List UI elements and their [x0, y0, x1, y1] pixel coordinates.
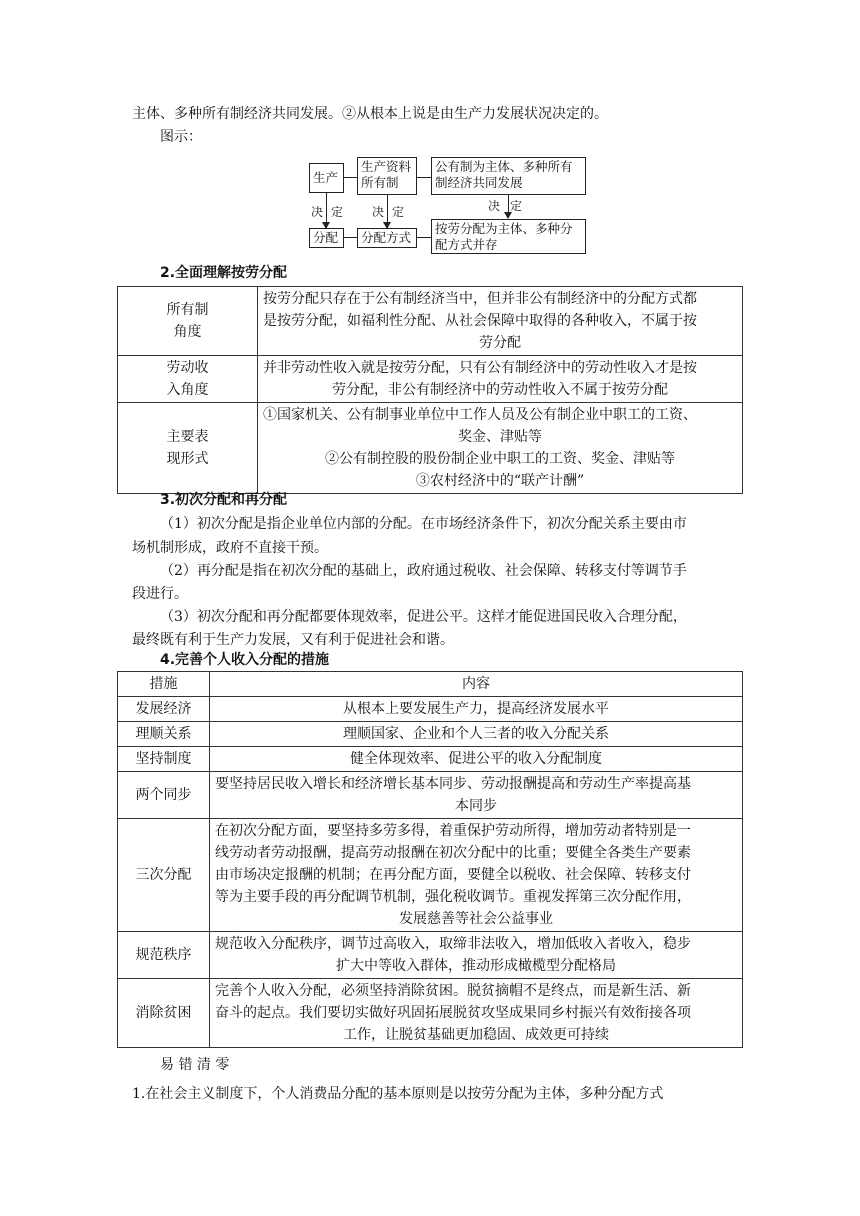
means-line-1: 生产资料 [361, 159, 412, 174]
table-row [118, 287, 743, 356]
row-content [210, 932, 743, 979]
label-line: 现形式 [166, 451, 209, 467]
row-content: 理顺国家、企业和个人三者的收入分配关系 [210, 722, 743, 747]
content-line: 线劳动者劳动报酬，提高劳动报酬在初次分配中的比重；要健全各类生产要素 [215, 845, 691, 861]
row-name: 消除贫困 [118, 979, 210, 1048]
content-line: 并非劳动性收入就是按劳分配，只有公有制经济中的劳动性收入才是按 [263, 360, 697, 376]
table-row [118, 932, 743, 979]
row-content [258, 356, 743, 403]
header-measure: 措施 [118, 672, 210, 697]
row-name: 发展经济 [118, 697, 210, 722]
section3-p2-line2: 段进行。 [132, 586, 188, 602]
decide-label-2a: 决 [372, 205, 385, 219]
section2-table [117, 286, 743, 494]
decide-label-3b: 定 [510, 199, 523, 213]
ownership-line-1: 公有制为主体、多种所有 [435, 159, 573, 174]
table-row [118, 979, 743, 1048]
table-row [118, 356, 743, 403]
box-means-of-production [357, 157, 417, 195]
means-line-2: 所有制 [361, 175, 399, 190]
section3-p1-line1: （1）初次分配是指企业单位内部的分配。在市场经济条件下，初次分配关系主要由市 [160, 516, 687, 532]
row-label [118, 287, 258, 356]
section4-table [117, 671, 743, 1048]
box-production: 生产 [309, 163, 344, 193]
content-line: 奖金、津贴等 [458, 429, 542, 445]
row-label [118, 403, 258, 494]
content-line: 本同步 [455, 798, 497, 814]
row-name: 三次分配 [118, 819, 210, 932]
content-line: ③农村经济中的“联产计酬” [415, 473, 585, 489]
header-content: 内容 [210, 672, 743, 697]
row-label [118, 356, 258, 403]
table-header-row [118, 672, 743, 697]
row-content [258, 287, 743, 356]
content-line: 劳分配 [479, 335, 521, 351]
content-line: 奋斗的起点。我们要切实做好巩固拓展脱贫攻坚成果同乡村振兴有效衔接各项 [215, 1005, 691, 1021]
intro-line-1: 主体、多种所有制经济共同发展。②从根本上说是由生产力发展状况决定的。 [132, 106, 608, 122]
row-content: 健全体现效率、促进公平的收入分配制度 [210, 747, 743, 772]
row-content [210, 819, 743, 932]
row-name: 规范秩序 [118, 932, 210, 979]
section3-p1-line2: 场机制形成，政府不直接干预。 [132, 540, 328, 556]
row-content [258, 403, 743, 494]
labor-line-2: 配方式并存 [435, 237, 498, 252]
box-labor-distribution [431, 219, 586, 254]
content-line: 扩大中等收入群体，推动形成橄榄型分配格局 [336, 958, 616, 974]
table-row [118, 697, 743, 722]
content-line: 要坚持居民收入增长和经济增长基本同步、劳动报酬提高和劳动生产率提高基 [215, 776, 691, 792]
ownership-line-2: 制经济共同发展 [435, 175, 523, 190]
decide-label-1b: 定 [331, 205, 344, 219]
row-content [210, 772, 743, 819]
content-line: ①国家机关、公有制事业单位中工作人员及公有制企业中职工的工资、 [263, 407, 697, 423]
table-row [118, 403, 743, 494]
label-line: 入角度 [166, 382, 209, 398]
table-row [118, 722, 743, 747]
label-line: 劳动收 [166, 360, 209, 376]
content-line: 规范收入分配秩序，调节过高收入，取缔非法收入，增加低收入者收入，稳步 [215, 936, 691, 952]
row-content: 从根本上要发展生产力，提高经济发展水平 [210, 697, 743, 722]
section4-heading: 4.完善个人收入分配的措施 [160, 652, 330, 668]
label-line: 所有制 [166, 302, 209, 318]
content-line: 是按劳分配，如福利性分配、从社会保障中取得的各种收入，不属于按 [263, 313, 697, 329]
label-line: 角度 [173, 324, 202, 340]
decide-label-3a: 决 [488, 199, 501, 213]
row-name: 坚持制度 [118, 747, 210, 772]
section3-p3-line1: （3）初次分配和再分配都要体现效率，促进公平。这样才能促进国民收入合理分配， [160, 609, 687, 625]
content-line: 完善个人收入分配，必须坚持消除贫困。脱贫摘帽不是终点，而是新生活、新 [215, 983, 691, 999]
content-line: 按劳分配只存在于公有制经济当中，但并非公有制经济中的分配方式都 [263, 291, 697, 307]
section2-heading: 2.全面理解按劳分配 [160, 265, 288, 281]
label-line: 主要表 [166, 429, 209, 445]
diagram-caption: 图示： [160, 129, 202, 145]
decide-label-1a: 决 [311, 205, 324, 219]
errors-line-1: 1.在社会主义制度下，个人消费品分配的基本原则是以按劳分配为主体，多种分配方式 [132, 1086, 664, 1102]
table-row [118, 819, 743, 932]
content-line: 工作，让脱贫基础更加稳固、成效更可持续 [343, 1027, 609, 1043]
row-name: 两个同步 [118, 772, 210, 819]
content-line: 劳分配，非公有制经济中的劳动性收入不属于按劳分配 [332, 382, 668, 398]
box-ownership-structure [431, 157, 586, 195]
decide-label-2b: 定 [392, 205, 405, 219]
table-row [118, 772, 743, 819]
content-line: 发展慈善等社会公益事业 [399, 911, 553, 927]
content-line: ②公有制控股的股份制企业中职工的工资、奖金、津贴等 [325, 451, 675, 467]
errors-heading: 易 错 清 零 [160, 1057, 230, 1073]
content-line: 在初次分配方面，要坚持多劳多得，着重保护劳动所得，增加劳动者特别是一 [215, 823, 691, 839]
row-content [210, 979, 743, 1048]
row-name: 理顺关系 [118, 722, 210, 747]
box-distribution: 分配 [309, 228, 344, 248]
content-line: 等为主要手段的再分配调节机制，强化税收调节。重视发挥第三次分配作用， [215, 889, 691, 905]
labor-line-1: 按劳分配为主体、多种分 [435, 221, 573, 236]
table-row [118, 747, 743, 772]
section3-p2-line1: （2）再分配是指在初次分配的基础上，政府通过税收、社会保障、转移支付等调节手 [160, 563, 687, 579]
section3-p3-line2: 最终既有利于生产力发展，又有利于促进社会和谐。 [132, 632, 454, 648]
content-line: 由市场决定报酬的机制；在再分配方面，要健全以税收、社会保障、转移支付 [215, 867, 691, 883]
section3-heading: 3.初次分配和再分配 [160, 492, 288, 508]
box-distribution-mode: 分配方式 [357, 228, 417, 248]
